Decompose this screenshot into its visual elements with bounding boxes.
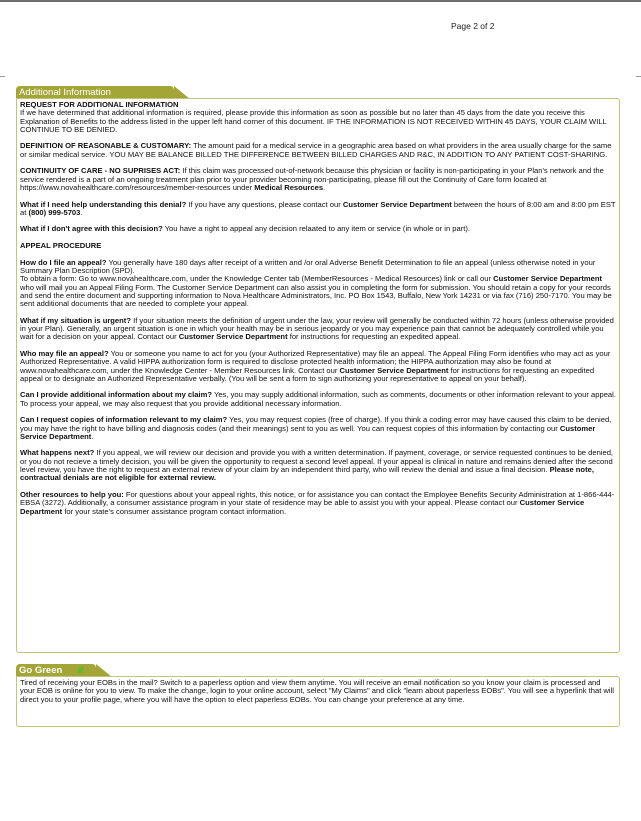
customer-service-label: Customer Service Department [342,199,452,209]
urgent-paragraph [20,317,617,342]
who-heading: Who may file an appeal? [20,348,109,358]
top-border [0,0,641,2]
next-body: If you appeal, we will review our decision and provide you with a written determination. If payment, coverage, or service requested continues to be denied, or you do not recieve a timely decision, you will be given the opportunity to request a second level appeal. If your appeal is clinical in nature and remains denied after the second level review, you have the right to request an external review of your claim by an independent third party, who will review the denial and issue a final decision. [20,448,614,475]
copies-paragraph [20,416,617,441]
provide-body: Yes, you may supply additional information, such as comments, documents or other information relevant to your appeal. To process your appeal, we may also request that you provide additional necessary information. [20,390,616,408]
customer-service-label: Customer Service Department [493,274,603,284]
section-title: Go Green [19,665,63,676]
who-body: You or someone you name to act for you (your Authorized Representative) may file an appeal. The Appeal Filing Form identifies who may act as your Authorized Representative. A valid HIPPA authorization form is required to disclose protected health information; the HIPPA authorization may also be found at www.novahealthcare.com, under the Knowledge Center - Member Resources link. Contact our [20,348,611,375]
file-heading: How do I file an appeal? [20,257,107,267]
section-box [16,98,620,653]
page-number: Page 2 of 2 [451,21,495,31]
next-paragraph [20,449,617,482]
urgent-body: If your situation meets the definition of urgent under the law, your review will generally be conducted within 72 hours (unless otherwise provided in your Plan). Generally, an urgent situation is one in which your health may be in serious jeopardy or you may experience pain that cannot be adequately controlled while you wait for a decision on your appeal. Contact our [20,315,614,342]
section-box [16,676,620,727]
provide-heading: Can I provide additional information about my claim? [20,390,212,400]
phone-number: (800) 999-5703 [28,207,81,217]
request-paragraph [20,101,617,134]
medical-resources-link: Medical Resources [254,182,324,192]
definition-heading: DEFINITION OF REASONABLE & CUSTOMARY: [20,141,192,151]
appeal-heading-text: APPEAL PROCEDURE [20,241,102,251]
help-body-2: between the hours of 8:00 am and 8:00 pm EST at [20,199,616,217]
customer-service-label: Customer Service Department [20,498,585,516]
margin-tick [636,76,641,77]
help-paragraph [20,201,617,218]
continuity-tail: . [323,182,326,192]
file-body-3: who will mail you an Appeal Filing Form. The Customer Service Department can also assist you in completing the form for submission. You should retain a copy for your records and send the entire document and supporting information to Nova Healthcare Administrators, Inc. PO Box 1543, Buffalo, New York 14231 or via fax (716) 250-7170. You may be sent additional documents that are needed to complete your appeal. [20,282,612,309]
request-heading: REQUEST FOR ADDITIONAL INFORMATION [20,100,179,109]
help-tail: . [80,207,83,217]
leaf-icon [77,665,84,674]
disagree-heading: What if I don't agree with this decision? [20,224,163,234]
margin-tick [0,76,5,77]
urgent-tail: for instructions for requesting an expedited appeal. [287,332,461,342]
copies-tail: . [91,431,94,441]
customer-service-label: Customer Service Department [178,332,288,342]
continuity-paragraph [20,167,617,192]
file-body: You generally have 180 days after receipt of a written and /or oral Adverse Benefit Determination to file an appeal (unless otherwise noted in your Summary Plan Description (SPD). [20,257,596,275]
help-body: If you have any questions, please contact our [186,199,343,209]
help-heading: What if I need help understanding this denial? [20,199,187,209]
disagree-paragraph [20,225,617,233]
file-body-2: To obtain a form: Go to www.novahealthcare.com, under the Knowledge Center tab (MemberResources - Medical Resources) link or call our [20,274,494,284]
urgent-heading: What if my situation is urgent? [20,315,131,325]
who-paragraph [20,350,617,383]
customer-service-label: Customer Service Department [339,365,449,375]
next-heading: What happens next? [20,448,95,458]
definition-paragraph [20,142,617,159]
customer-service-label: Customer Service Department [20,423,596,441]
definition-body: The amount paid for a medical service in a geographic area based on what providers in the area usually charge for the same or similar medical service. YOU MAY BE BALANCE BILLED THE DIFFERENCE BETWEEN BILLED CHARGES AND R&C, IN ADDITION TO ANY PATIENT COST-SHARING. [20,141,612,159]
other-tail: for your state's consumer assistance program contact information. [62,506,287,516]
other-paragraph [20,491,617,516]
other-heading: Other resources to help you: [20,489,124,499]
section-title: Additional Information [19,87,111,98]
appeal-procedure-heading [20,242,617,250]
go-green-body: Tired of receiving your EOBs in the mail? Switch to a paperless option and view them anytime. You will receive an email notification so you know your claim is processed and your EOB is online for you to view. To make the change, login to your online account, select "My Claims" and click "learn about paperless EOBs". You will see a hyperlink that will direct you to your profile page, where you will have the option to elect paperless EOBs. You can change your preference at any time. [20,678,614,704]
file-paragraph [20,259,617,309]
copies-body: Yes, you may request copies (free of charge). If you think a coding error may have caused this claim to be denied, you may have the right to have billing and diagnosis codes (and their meanings) sent to you as well. You can request copies of this information by contacting our [20,415,612,433]
copies-heading: Can I request copies of information relevant to my claim? [20,415,228,425]
continuity-body: If this claim was processed out-of-network because this physician or facility is non-participating in your Plan's network and the service rendered is a part of an ongoing treatment plan prior to your provider becoming non-participating, please fill out the Continuity of Care form located at https://www.novahealthcare.com/resources/member-resources under [20,166,604,192]
disagree-body: You have a right to appeal any decision relaated to any item or service (in whole or in part). [162,224,471,234]
other-body: For questions about your appeal rights, this notice, or for assistance you can contact the Employee Benefits Security Administration at 1-866-444-EBSA (3272). Additionally, a consumer assistance program in your state of residence may be able to assist you with your appeal. Please contact our [20,489,615,508]
provide-paragraph [20,391,617,408]
request-body: If we have determined that additional information is required, please provide this information as soon as possible but no later than 45 days from the date you receive this Explanation of Benefits to the address listed in the upper left hand corner of this document. IF THE INFORMATION IS NOT RECEIVED WITHIN 45 DAYS, YOUR CLAIM WILL CONTINUE TO BE DENIED. [20,108,607,134]
next-note: Please note, contractual denials are not eligible for external review. [20,465,594,483]
continuity-heading: CONTINUITY OF CARE - NO SUPRISES ACT: [20,166,181,176]
who-tail: for instructions for requesting an expedited appeal or to designate an Authorized Representative verbally. (You will be sent a form to sign authorizing your representative to appeal on your behalf). [20,365,595,383]
